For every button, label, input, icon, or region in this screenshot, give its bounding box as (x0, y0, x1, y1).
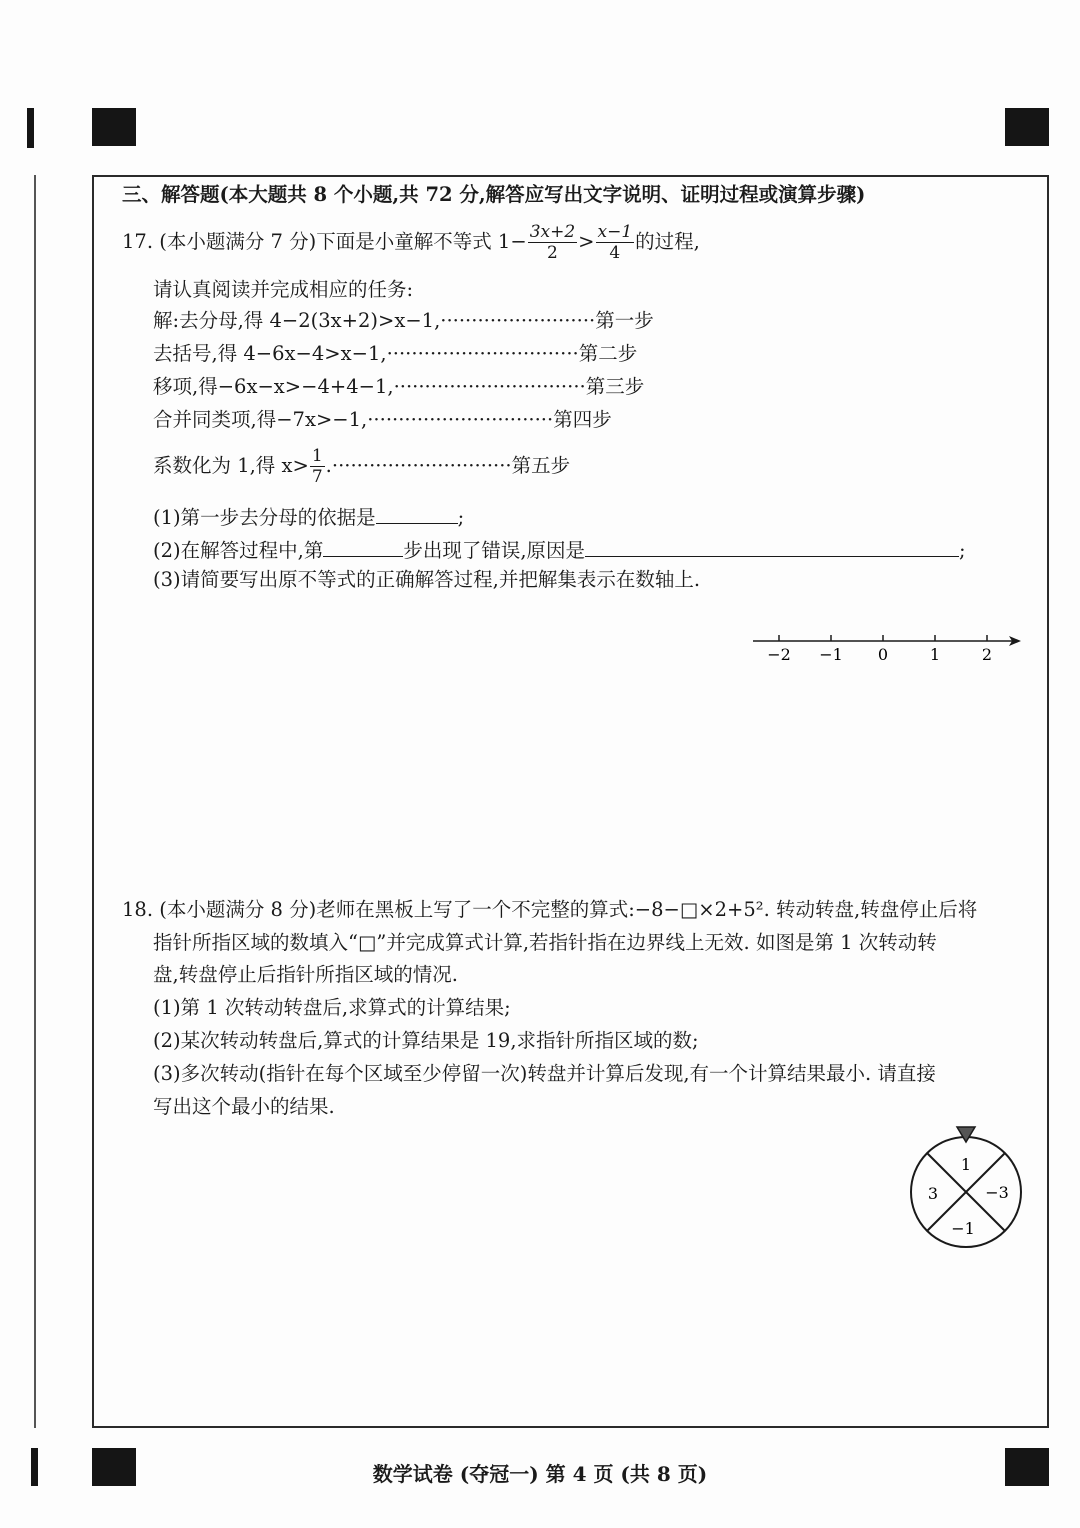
step-label: 第五步 (511, 454, 571, 477)
q18-task-3: (3)多次转动(指针在每个区域至少停留一次)转盘并计算后发现,有一个计算结果最小. 请直接 (153, 1062, 936, 1085)
q17-gt: > (578, 230, 595, 253)
q17-instruction: 请认真阅读并完成相应的任务: (153, 278, 414, 301)
pointer-icon (957, 1127, 975, 1142)
registration-mark-top-right (1005, 108, 1049, 146)
step-text: 去括号,得 4−6x−4>x−1, (153, 342, 387, 365)
tick-label: −1 (819, 645, 843, 664)
number-line (745, 625, 1035, 670)
leader-dots: ······························· (386, 342, 579, 365)
step-text: 系数化为 1,得 x> (153, 454, 309, 477)
q17-fraction-1 (528, 222, 577, 263)
task-end: ; (457, 506, 465, 529)
step5-denominator: 7 (311, 467, 323, 487)
q17-step-4 (153, 408, 612, 432)
step-label: 第三步 (585, 375, 645, 398)
q17-task-2 (153, 536, 966, 563)
task-text-b: 步出现了错误,原因是 (403, 539, 586, 562)
q17-frac1-denominator: 2 (547, 243, 558, 263)
q17-step-3 (153, 375, 644, 399)
tick-label: 2 (981, 645, 993, 664)
section-title: 三、解答题(本大题共 8 个小题,共 72 分,解答应写出文字说明、证明过程或演算步骤) (122, 183, 866, 206)
q17-task-3: (3)请简要写出原不等式的正确解答过程,并把解集表示在数轴上. (153, 568, 701, 591)
q18-task-2: (2)某次转动转盘后,算式的计算结果是 19,求指针所指区域的数; (153, 1029, 699, 1052)
task-end: ; (959, 539, 966, 562)
q17-lead: 17. (本小题满分 7 分)下面是小童解不等式 1− (122, 230, 527, 253)
q17-frac2-numerator: x−1 (597, 222, 633, 242)
leader-dots: ····························· (331, 454, 512, 477)
leader-dots: ························· (440, 309, 596, 332)
step5-period: . (325, 454, 332, 477)
step5-numerator: 1 (311, 446, 323, 466)
q17-frac2-denominator: 4 (609, 243, 621, 263)
step-label: 第四步 (553, 408, 612, 431)
tick-label: 0 (877, 645, 889, 664)
spinner-diagram (905, 1122, 1029, 1254)
leader-dots: ······························· (393, 375, 586, 398)
q17-step-2 (153, 342, 637, 366)
answer-blank-3[interactable] (585, 536, 959, 557)
registration-mark-top-left (92, 108, 136, 146)
q18-task-3-cont: 写出这个最小的结果. (153, 1095, 335, 1118)
step-text: 合并同类项,得−7x>−1, (153, 408, 368, 431)
tick-label: −2 (767, 645, 791, 664)
leader-dots: ······························ (367, 408, 554, 431)
q18-task-1: (1)第 1 次转动转盘后,求算式的计算结果; (153, 996, 511, 1019)
q17-frac1-numerator: 3x+2 (529, 222, 576, 242)
q18-line-1: 18. (本小题满分 8 分)老师在黑板上写了一个不完整的算式:−8−□×2+5². 转动转盘,转盘停止后将 (122, 898, 978, 921)
step-text: 解:去分母,得 4−2(3x+2)>x−1, (153, 309, 441, 332)
q17-step5-fraction (310, 446, 325, 487)
q17-lead-end: 的过程, (635, 230, 700, 253)
answer-blank-2[interactable] (323, 536, 403, 557)
task-text: (2)在解答过程中,第 (153, 539, 324, 562)
step-text: 移项,得−6x−x>−4+4−1, (153, 375, 394, 398)
binding-line (34, 175, 36, 1428)
task-text: (1)第一步去分母的依据是 (153, 506, 376, 529)
q18-line-2: 指针所指区域的数填入“□”并完成算式计算,若指针指在边界线上无效. 如图是第 1 次转动转 (153, 931, 937, 954)
answer-blank-1[interactable] (376, 503, 458, 524)
region-right-value: −3 (985, 1183, 1009, 1202)
tick-label: 1 (929, 645, 941, 664)
page-footer: 数学试卷 (夺冠一) 第 4 页 (共 8 页) (372, 1462, 708, 1486)
q18-line-3: 盘,转盘停止后指针所指区域的情况. (153, 963, 458, 986)
step-label: 第一步 (595, 309, 654, 332)
q17-task-1 (153, 503, 464, 530)
q17-step-1 (153, 309, 654, 333)
left-edge-mark-top (27, 108, 34, 148)
q17-fraction-2 (596, 222, 635, 263)
region-top-value: 1 (960, 1155, 972, 1174)
region-bottom-value: −1 (951, 1219, 975, 1238)
q17-step-5 (153, 443, 570, 489)
q17-stem (122, 218, 700, 266)
region-left-value: 3 (927, 1184, 939, 1203)
step-label: 第二步 (578, 342, 638, 365)
